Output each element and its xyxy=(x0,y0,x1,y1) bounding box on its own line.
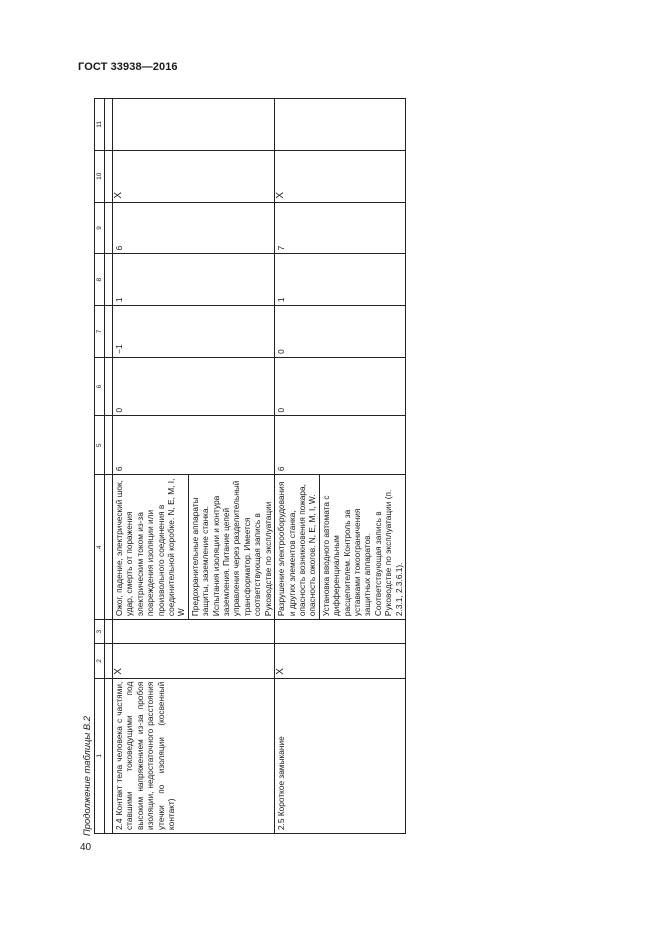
measures-cell: Установка вводного автомата с дифференциальным расцепителем. Контроль за уставками токоограничения защитных аппаратов. Соответствующая запись в Руководстве по эксплуатации (п. 2.3.1, 2.3.6.1). xyxy=(319,475,405,620)
column-number: 4 xyxy=(95,475,105,620)
cell-col2: X xyxy=(113,644,275,679)
cell-col7: 0 xyxy=(275,306,406,358)
page-number: 40 xyxy=(80,842,92,853)
measures-cell: Предохранительные аппараты защиты, заземление станка. Испытания изоляции и контура заземления. Питание цепей управления через разделительный трансформатор. Имеется соответствующая запись в Руководстве по эксплуатации xyxy=(188,475,274,620)
hazard-table xyxy=(94,98,406,834)
effect-cell: Разрушение электрооборудования и других элементов станка, опасность возникновения пожара, опасность ожогов. N, E, M, I, W. xyxy=(275,475,320,620)
cell-col2: X xyxy=(275,644,406,679)
column-number: 11 xyxy=(95,99,105,151)
column-number: 8 xyxy=(95,254,105,306)
column-number: 2 xyxy=(95,644,105,679)
column-number: 3 xyxy=(95,620,105,644)
column-number: 7 xyxy=(95,306,105,358)
cell-col6: 0 xyxy=(275,357,406,416)
cell-col11 xyxy=(113,99,275,151)
cell-col9: 7 xyxy=(275,202,406,254)
cell-col6: 0 xyxy=(113,357,275,416)
cell-col7: −1 xyxy=(113,306,275,358)
table-caption: Продолжение таблицы В.2 xyxy=(81,716,92,836)
cell-col3 xyxy=(275,620,406,644)
hazard-cell: 2.5 Короткое замыкание xyxy=(275,678,406,833)
document-header: ГОСТ 33938—2016 xyxy=(78,61,178,73)
cell-col11 xyxy=(275,99,406,151)
cell-col8: 1 xyxy=(113,254,275,306)
column-number: 9 xyxy=(95,202,105,254)
cell-col10: X xyxy=(113,150,275,202)
cell-col9: 6 xyxy=(113,202,275,254)
spacer-row xyxy=(105,99,113,834)
column-number: 5 xyxy=(95,416,105,475)
effect-cell: Ожог, падение, электрический шок, удар, смерть от поражения электрическим током из-за повреждения изоляции или произвольного соединения в соединительной коробке. N, E, M, I, W xyxy=(113,475,189,620)
cell-col3 xyxy=(113,620,275,644)
column-number: 1 xyxy=(95,678,105,833)
cell-col8: 1 xyxy=(275,254,406,306)
cell-col5: 6 xyxy=(275,416,406,475)
table-row xyxy=(275,99,320,834)
column-number-row xyxy=(95,99,105,834)
hazard-cell: 2.4 Контакт тела человека с частями, ставшими токоведущими под высоким напряжением из-за пробоя изоляции, недостаточного расстояния утечки по изоляции (косвенный контакт) xyxy=(113,678,275,833)
cell-col5: 6 xyxy=(113,416,275,475)
column-number: 10 xyxy=(95,150,105,202)
cell-col10: X xyxy=(275,150,406,202)
table-row xyxy=(113,99,189,834)
column-number: 6 xyxy=(95,357,105,416)
